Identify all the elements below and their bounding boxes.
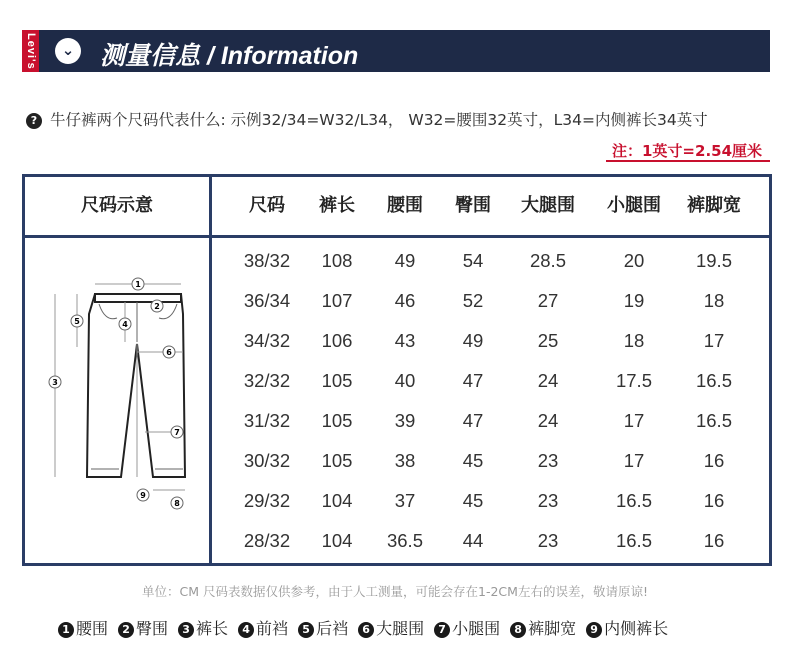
table-cell: 38/32 bbox=[243, 250, 291, 271]
legend-label: 前裆 bbox=[256, 619, 289, 638]
marker-6 bbox=[163, 346, 175, 358]
table-cell: 17.5 bbox=[615, 370, 652, 391]
question-icon: ? bbox=[26, 113, 42, 129]
column-header: 尺码 bbox=[249, 195, 285, 216]
legend-item bbox=[238, 619, 288, 638]
table-cell: 16.5 bbox=[695, 410, 732, 431]
legend-number: 7 bbox=[434, 622, 450, 638]
marker-8 bbox=[171, 497, 183, 509]
measurement-legend bbox=[58, 616, 678, 639]
svg-text:1: 1 bbox=[135, 280, 141, 289]
unit-note: 注：1英寸=2.54厘米 bbox=[612, 142, 763, 160]
table-cell: 36/34 bbox=[243, 290, 291, 311]
size-table bbox=[22, 174, 772, 566]
note-underline bbox=[606, 160, 770, 162]
table-divider-horizontal bbox=[25, 235, 769, 238]
marker-3 bbox=[49, 376, 61, 388]
table-cell: 16 bbox=[703, 450, 725, 471]
diagram-header: 尺码示意 bbox=[81, 195, 153, 216]
marker-5 bbox=[71, 315, 83, 327]
table-cell: 105 bbox=[321, 450, 353, 471]
table-cell: 19 bbox=[623, 290, 645, 311]
table-cell: 27 bbox=[537, 290, 559, 311]
table-cell: 16 bbox=[703, 530, 725, 551]
legend-item bbox=[586, 619, 668, 638]
column-header: 裤长 bbox=[319, 195, 355, 216]
legend-label: 裤长 bbox=[196, 619, 229, 638]
table-cell: 49 bbox=[462, 330, 484, 351]
marker-1 bbox=[132, 278, 144, 290]
table-cell: 16.5 bbox=[615, 530, 652, 551]
legend-item bbox=[358, 619, 424, 638]
legend-item bbox=[118, 619, 168, 638]
legend-number: 3 bbox=[178, 622, 194, 638]
table-cell: 54 bbox=[462, 250, 484, 271]
table-cell: 29/32 bbox=[243, 490, 291, 511]
legend-number: 5 bbox=[298, 622, 314, 638]
legend-number: 8 bbox=[510, 622, 526, 638]
legend-label: 后裆 bbox=[316, 619, 349, 638]
svg-text:6: 6 bbox=[166, 348, 172, 357]
column-header: 腰围 bbox=[387, 195, 423, 216]
table-cell: 45 bbox=[462, 490, 484, 511]
size-explanation bbox=[26, 108, 708, 130]
legend-item bbox=[434, 619, 500, 638]
table-cell: 105 bbox=[321, 410, 353, 431]
legend-item bbox=[58, 619, 108, 638]
table-cell: 104 bbox=[321, 530, 353, 551]
brand-logo: Levi's bbox=[22, 30, 39, 72]
column-header: 臀围 bbox=[455, 195, 491, 216]
chevron-down-icon[interactable]: ⌄ bbox=[55, 38, 81, 64]
table-cell: 17 bbox=[623, 450, 645, 471]
section-title: 测量信息 / Information bbox=[100, 42, 359, 70]
pants-diagram bbox=[33, 272, 203, 522]
table-cell: 24 bbox=[537, 370, 559, 391]
table-cell: 23 bbox=[537, 530, 559, 551]
legend-label: 腰围 bbox=[76, 619, 109, 638]
svg-text:3: 3 bbox=[52, 378, 58, 387]
table-cell: 31/32 bbox=[243, 410, 291, 431]
table-cell: 20 bbox=[623, 250, 645, 271]
table-cell: 18 bbox=[623, 330, 645, 351]
table-cell: 23 bbox=[537, 450, 559, 471]
table-cell: 17 bbox=[623, 410, 645, 431]
svg-text:4: 4 bbox=[122, 320, 128, 329]
legend-label: 小腿围 bbox=[452, 619, 501, 638]
svg-text:8: 8 bbox=[174, 499, 180, 508]
legend-label: 大腿围 bbox=[376, 619, 425, 638]
legend-label: 臀围 bbox=[136, 619, 169, 638]
table-cell: 40 bbox=[394, 370, 416, 391]
svg-text:7: 7 bbox=[174, 428, 180, 437]
section-header bbox=[22, 30, 770, 72]
table-cell: 52 bbox=[462, 290, 484, 311]
table-cell: 45 bbox=[462, 450, 484, 471]
marker-9 bbox=[137, 489, 149, 501]
table-cell: 23 bbox=[537, 490, 559, 511]
legend-item bbox=[178, 619, 228, 638]
legend-item bbox=[298, 619, 348, 638]
column-header: 大腿围 bbox=[521, 195, 575, 216]
legend-label: 内侧裤长 bbox=[604, 619, 669, 638]
table-cell: 18 bbox=[703, 290, 725, 311]
table-cell: 24 bbox=[537, 410, 559, 431]
svg-text:5: 5 bbox=[74, 317, 80, 326]
size-explanation-text: 牛仔裤两个尺码代表什么: 示例32/34=W32/L34， W32=腰围32英寸，L34=内侧裤长34英寸 bbox=[50, 111, 708, 129]
table-cell: 17 bbox=[703, 330, 725, 351]
table-cell: 16.5 bbox=[695, 370, 732, 391]
svg-text:9: 9 bbox=[140, 491, 146, 500]
column-header: 小腿围 bbox=[607, 195, 661, 216]
table-cell: 37 bbox=[394, 490, 416, 511]
table-cell: 106 bbox=[321, 330, 353, 351]
table-cell: 36.5 bbox=[386, 530, 423, 551]
table-cell: 28/32 bbox=[243, 530, 291, 551]
table-cell: 34/32 bbox=[243, 330, 291, 351]
legend-number: 1 bbox=[58, 622, 74, 638]
table-cell: 16.5 bbox=[615, 490, 652, 511]
table-cell: 104 bbox=[321, 490, 353, 511]
marker-7 bbox=[171, 426, 183, 438]
svg-text:2: 2 bbox=[154, 302, 160, 311]
marker-2 bbox=[151, 300, 163, 312]
table-cell: 39 bbox=[394, 410, 416, 431]
legend-number: 2 bbox=[118, 622, 134, 638]
table-cell: 107 bbox=[321, 290, 353, 311]
table-cell: 16 bbox=[703, 490, 725, 511]
table-cell: 44 bbox=[462, 530, 484, 551]
table-cell: 28.5 bbox=[529, 250, 566, 271]
table-cell: 46 bbox=[394, 290, 416, 311]
table-cell: 108 bbox=[321, 250, 353, 271]
legend-label: 裤脚宽 bbox=[528, 619, 577, 638]
table-cell: 49 bbox=[394, 250, 416, 271]
table-cell: 38 bbox=[394, 450, 416, 471]
table-cell: 105 bbox=[321, 370, 353, 391]
marker-4 bbox=[119, 318, 131, 330]
table-cell: 47 bbox=[462, 370, 484, 391]
table-cell: 19.5 bbox=[695, 250, 732, 271]
table-cell: 30/32 bbox=[243, 450, 291, 471]
table-cell: 43 bbox=[394, 330, 416, 351]
table-cell: 47 bbox=[462, 410, 484, 431]
legend-number: 4 bbox=[238, 622, 254, 638]
legend-number: 9 bbox=[586, 622, 602, 638]
column-header: 裤脚宽 bbox=[687, 195, 741, 216]
legend-item bbox=[510, 619, 576, 638]
footnote: 单位：CM 尺码表数据仅供参考，由于人工测量，可能会存在1-2CM左右的误差，敬请原谅! bbox=[142, 584, 648, 599]
table-cell: 25 bbox=[537, 330, 559, 351]
table-cell: 32/32 bbox=[243, 370, 291, 391]
legend-number: 6 bbox=[358, 622, 374, 638]
